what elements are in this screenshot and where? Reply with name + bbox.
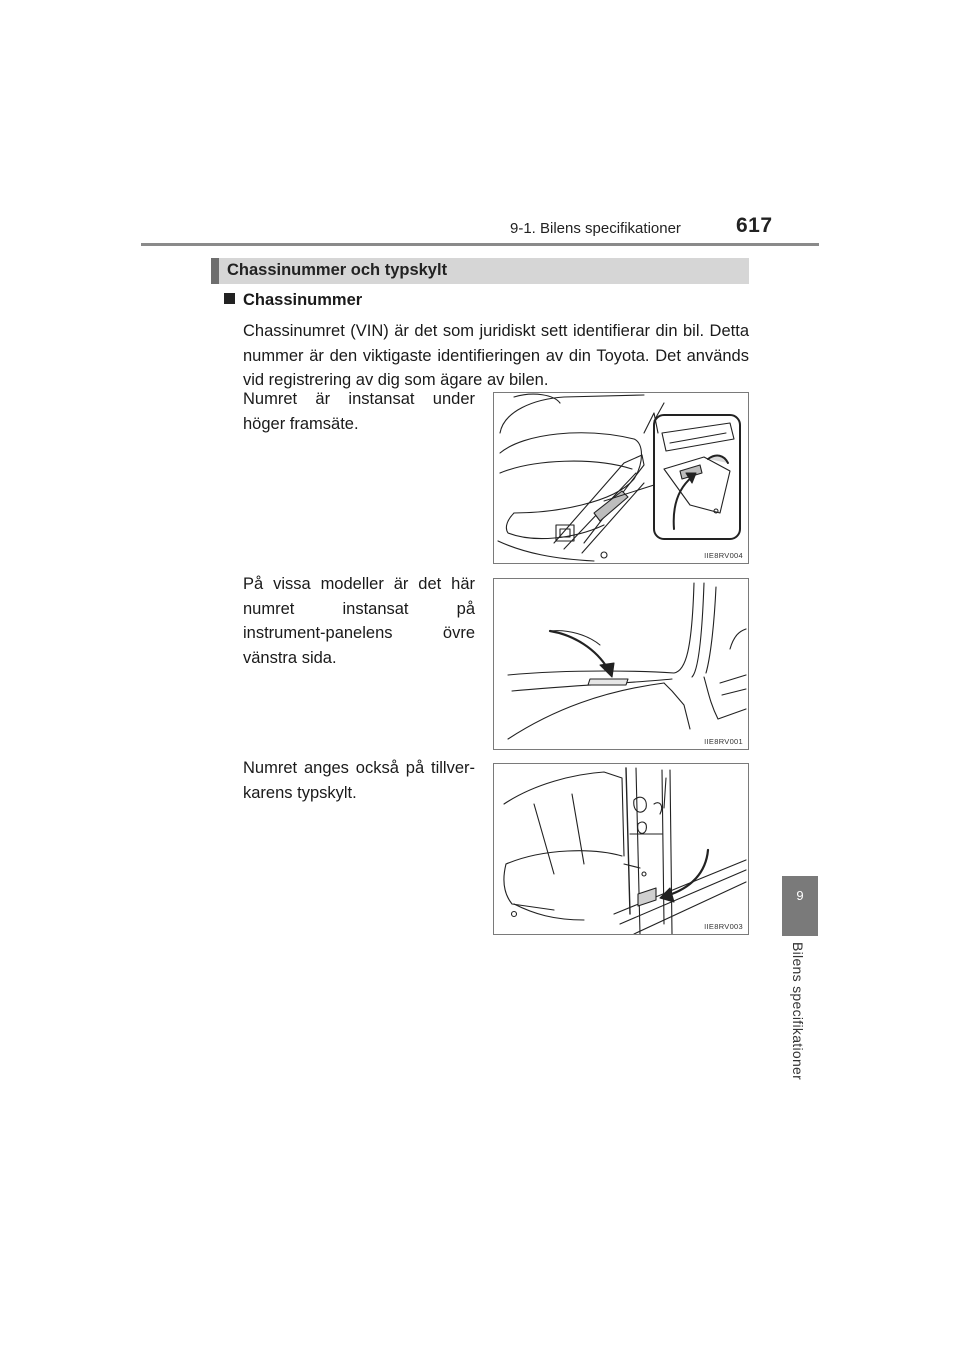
subsection-heading-text: Chassinummer (243, 291, 363, 309)
instrument-panel-illustration (494, 579, 748, 749)
running-header-section: 9-1. Bilens specifikationer (510, 220, 681, 237)
item-text-instrument-panel: På vissa modeller är det här numret instansat på instrument-panelens övre vänstra sida. (243, 575, 475, 667)
intro-paragraph: Chassinumret (VIN) är det som juridiskt sett identifierar din bil. Detta nummer är den viktigaste identifieringen av din Toyota. Det används vid registrering av dig som ägare av bilen. (243, 322, 749, 389)
figure-under-seat (493, 392, 749, 564)
page-number: 617 (736, 214, 773, 237)
figure-code: IIE8RV001 (704, 737, 743, 746)
chapter-tab-number: 9 (796, 888, 804, 903)
header-rule (141, 243, 819, 246)
chapter-tab (782, 876, 818, 936)
figure-code: IIE8RV004 (704, 551, 743, 560)
section-heading: Chassinummer och typskylt (227, 261, 448, 279)
seat-illustration (494, 393, 748, 563)
figure-code: IIE8RV003 (704, 922, 743, 931)
section-heading-bar (211, 258, 749, 284)
figure-instrument-panel (493, 578, 749, 750)
chapter-tab-label: Bilens specifikationer (790, 942, 806, 1081)
figure-type-plate (493, 763, 749, 935)
square-bullet-icon (224, 293, 235, 304)
section-heading-accent (211, 258, 219, 284)
item-text-seat: Numret är instansat under höger framsäte. (243, 390, 475, 433)
type-plate-illustration (494, 764, 748, 935)
item-text-type-plate: Numret anges också på tillver-karens typskylt. (243, 759, 475, 802)
subsection-heading (224, 291, 362, 310)
